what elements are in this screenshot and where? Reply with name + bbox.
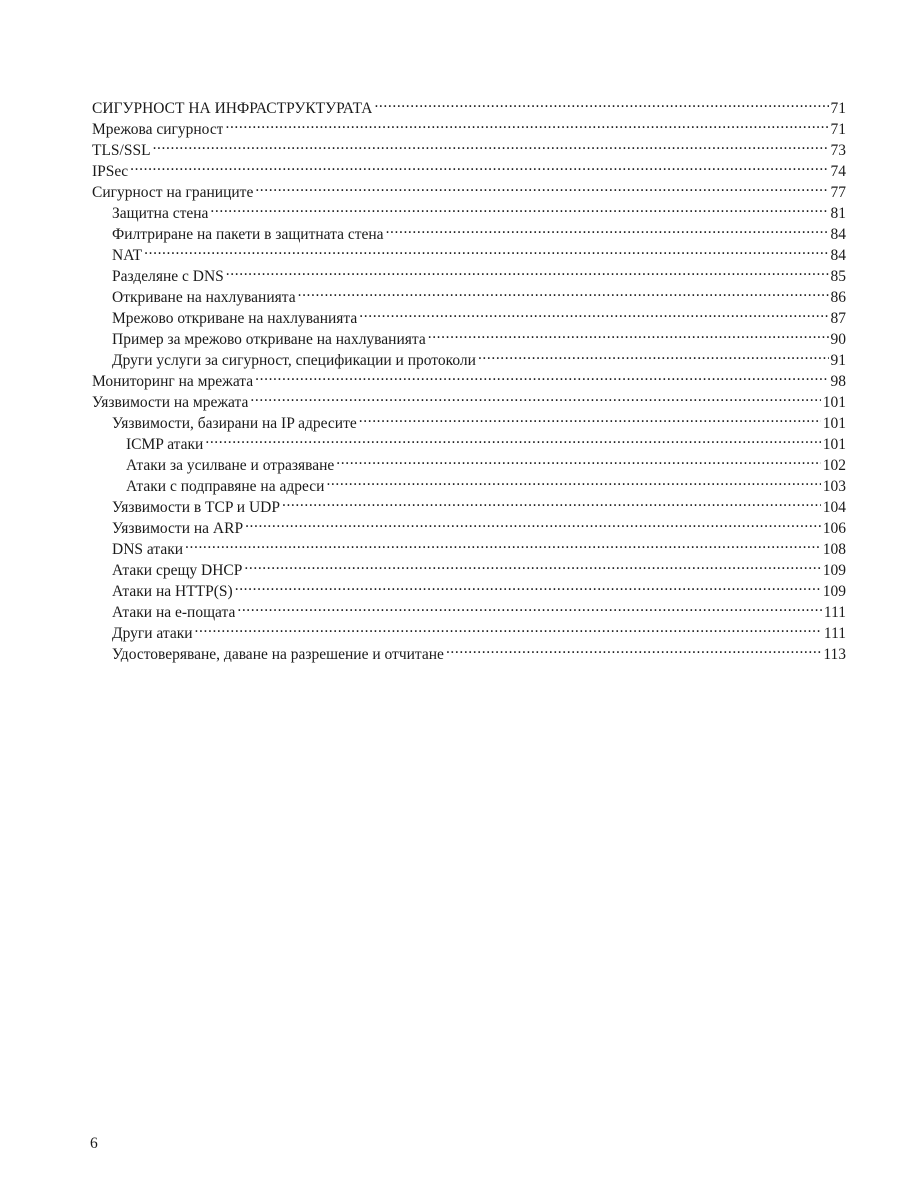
toc-entry-page: 104 [822, 499, 846, 516]
toc-dot-leader [478, 344, 829, 365]
toc-entry[interactable] [92, 428, 846, 453]
toc-entry-page: 101 [822, 436, 846, 453]
toc-dot-leader [326, 470, 820, 491]
toc-entry-page: 84 [830, 226, 846, 243]
toc-dot-leader [195, 617, 822, 638]
toc-entry-title: Сигурност на границите [92, 184, 254, 201]
toc-entry-title: Мрежова сигурност [92, 121, 224, 138]
toc-entry-page: 101 [822, 415, 846, 432]
toc-entry[interactable] [92, 260, 846, 285]
toc-dot-leader [237, 596, 822, 617]
toc-entry-title: Уязвимости на мрежата [92, 394, 249, 411]
table-of-contents [92, 92, 846, 663]
toc-dot-leader [255, 176, 828, 197]
toc-entry-page: 77 [830, 184, 846, 201]
toc-entry-title: Други атаки [112, 625, 193, 642]
toc-entry-title: Атаки на е-пощата [112, 604, 236, 621]
toc-entry-title: Атаки срещу DHCP [112, 562, 243, 579]
toc-entry-title: Мрежово откриване на нахлуванията [112, 310, 358, 327]
toc-entry-page: 113 [823, 646, 846, 663]
toc-entry-page: 108 [822, 541, 846, 558]
toc-entry-page: 109 [822, 583, 846, 600]
toc-entry-title: Филтриране на пакети в защитната стена [112, 226, 384, 243]
toc-entry-title: IPSec [92, 163, 129, 180]
toc-entry-page: 84 [830, 247, 846, 264]
toc-dot-leader [282, 491, 821, 512]
toc-entry-page: 98 [830, 373, 846, 390]
toc-dot-leader [235, 575, 821, 596]
toc-entry-title: Защитна стена [112, 205, 209, 222]
toc-dot-leader [185, 533, 821, 554]
toc-entry[interactable] [92, 155, 846, 180]
toc-entry[interactable] [92, 92, 846, 117]
toc-dot-leader [336, 449, 820, 470]
toc-entry-title: TLS/SSL [92, 142, 151, 159]
toc-entry[interactable] [92, 617, 846, 642]
toc-dot-leader [244, 554, 820, 575]
toc-dot-leader [226, 260, 829, 281]
toc-dot-leader [255, 365, 828, 386]
toc-entry-page: 71 [830, 121, 846, 138]
toc-dot-leader [359, 302, 828, 323]
toc-entry-page: 109 [822, 562, 846, 579]
toc-entry-title: Откриване на нахлуванията [112, 289, 296, 306]
toc-entry-page: 74 [830, 163, 846, 180]
toc-entry-page: 81 [830, 205, 846, 222]
toc-entry-title: ICMP атаки [126, 436, 204, 453]
toc-entry[interactable] [92, 176, 846, 201]
toc-entry[interactable] [92, 554, 846, 579]
toc-entry-title: Уязвимости на ARP [112, 520, 244, 537]
toc-entry-page: 106 [822, 520, 846, 537]
toc-entry-title: Удостоверяване, даване на разрешение и отчитане [112, 646, 444, 663]
toc-dot-leader [205, 428, 820, 449]
toc-entry-page: 71 [830, 100, 846, 117]
toc-dot-leader [250, 386, 820, 407]
toc-dot-leader [153, 134, 829, 155]
toc-entry-title: Атаки за усилване и отразяване [126, 457, 335, 474]
toc-dot-leader [386, 218, 829, 239]
toc-entry-title: СИГУРНОСТ НА ИНФРАСТРУКТУРАТА [92, 100, 373, 117]
toc-dot-leader [359, 407, 821, 428]
toc-entry-page: 103 [822, 478, 846, 495]
toc-entry[interactable] [92, 638, 846, 663]
toc-dot-leader [210, 197, 828, 218]
toc-entry-title: Разделяне с DNS [112, 268, 224, 285]
toc-dot-leader [298, 281, 829, 302]
toc-entry-title: Атаки на HTTP(S) [112, 583, 233, 600]
toc-entry-page: 73 [830, 142, 846, 159]
toc-entry-page: 111 [823, 604, 846, 621]
toc-entry-page: 101 [822, 394, 846, 411]
toc-entry-page: 102 [822, 457, 846, 474]
toc-entry-page: 111 [823, 625, 846, 642]
toc-entry[interactable] [92, 449, 846, 474]
toc-entry-title: Уязвимости в TCP и UDP [112, 499, 280, 516]
toc-entry[interactable] [92, 134, 846, 159]
toc-entry-page: 90 [830, 331, 846, 348]
toc-dot-leader [428, 323, 829, 344]
toc-entry[interactable] [92, 239, 846, 264]
toc-entry-title: Други услуги за сигурност, спецификации и протоколи [112, 352, 476, 369]
toc-dot-leader [225, 113, 828, 134]
toc-entry-page: 86 [830, 289, 846, 306]
toc-entry-page: 91 [830, 352, 846, 369]
toc-dot-leader [374, 92, 828, 113]
toc-dot-leader [144, 239, 828, 260]
toc-dot-leader [446, 638, 821, 659]
page-number: 6 [90, 1135, 98, 1152]
toc-entry-title: Мониторинг на мрежата [92, 373, 254, 390]
toc-entry-title: Атаки с подправяне на адреси [126, 478, 325, 495]
toc-entry[interactable] [92, 533, 846, 558]
toc-entry-page: 87 [830, 310, 846, 327]
toc-entry-page: 85 [830, 268, 846, 285]
toc-entry-title: NAT [112, 247, 143, 264]
toc-entry-title: Уязвимости, базирани на IP адресите [112, 415, 357, 432]
toc-dot-leader [130, 155, 828, 176]
toc-dot-leader [245, 512, 821, 533]
toc-entry-title: DNS атаки [112, 541, 184, 558]
toc-entry-title: Пример за мрежово откриване на нахлуванията [112, 331, 426, 348]
